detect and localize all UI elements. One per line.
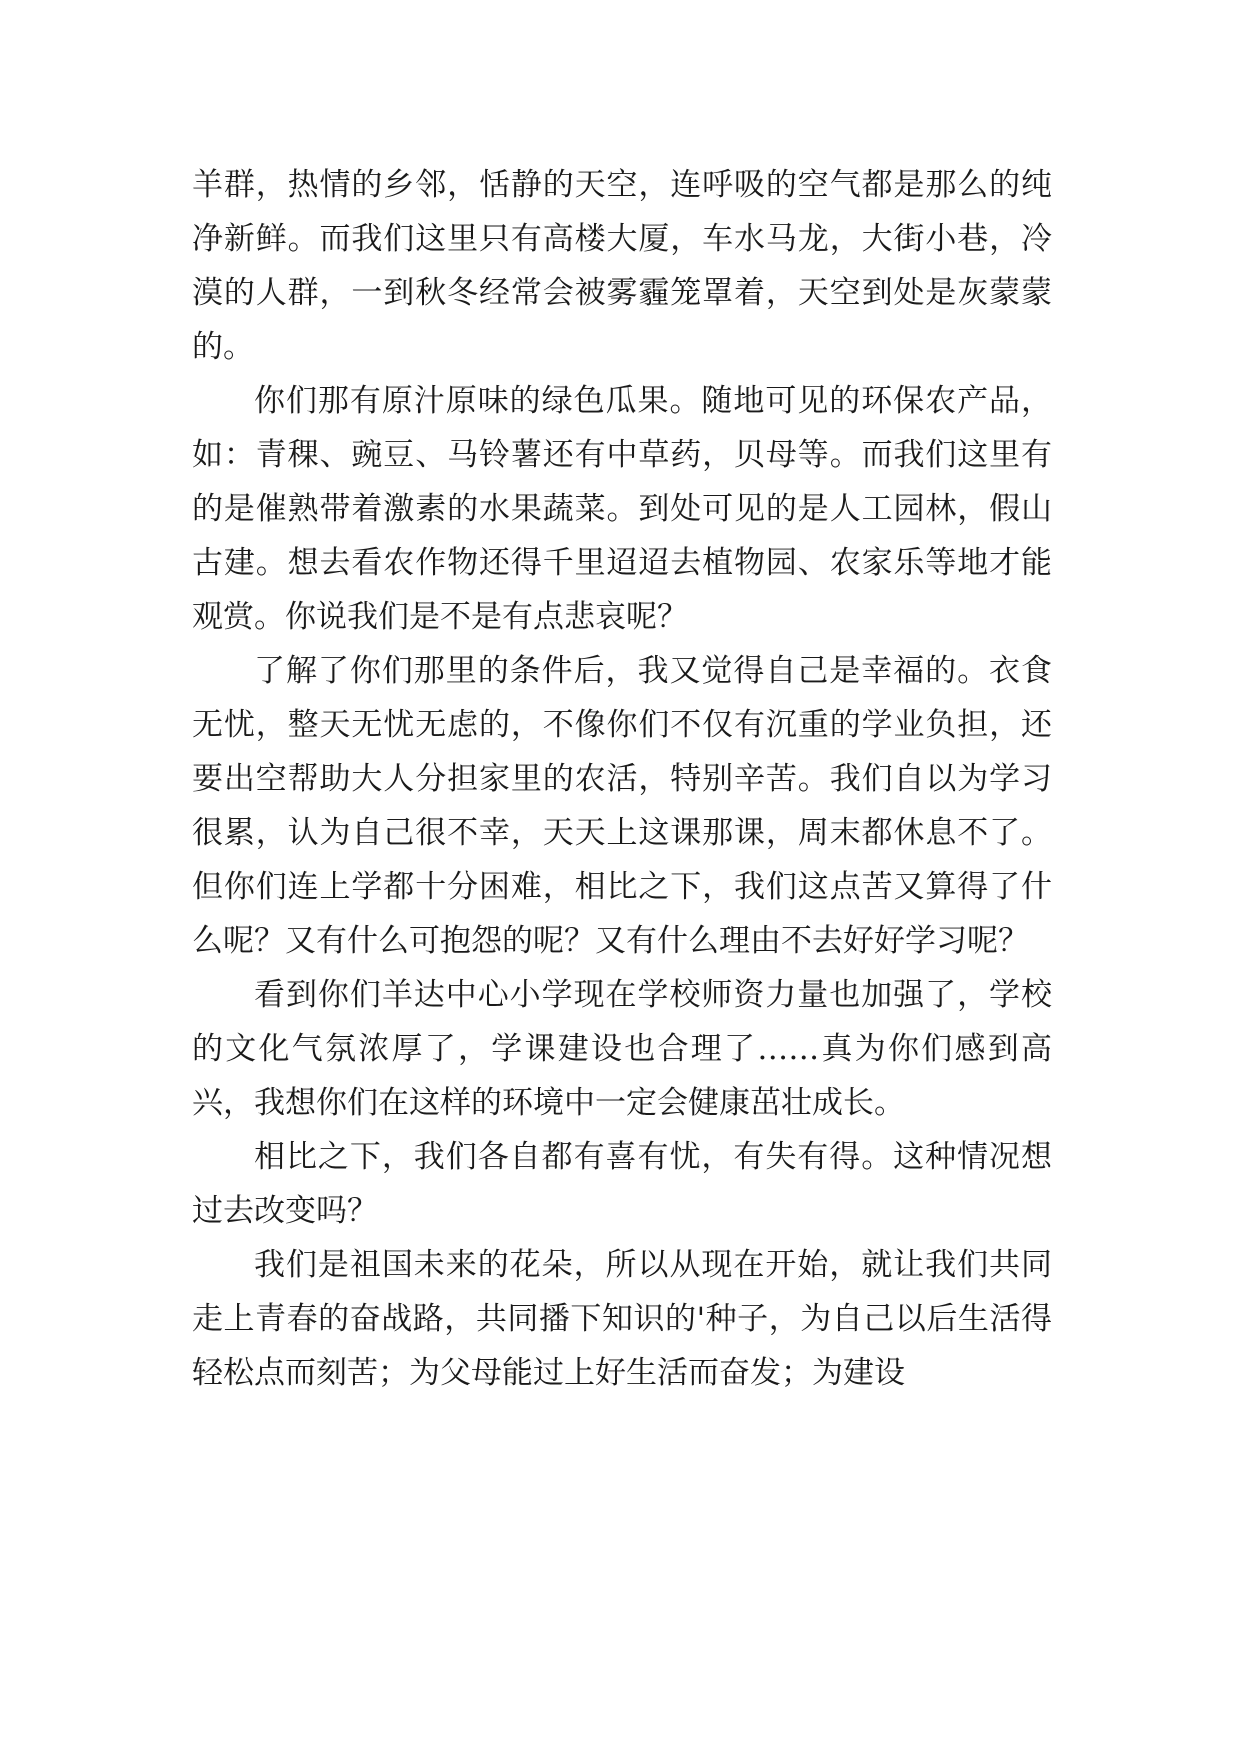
document-body — [192, 158, 1052, 1400]
paragraph-4: 看到你们羊达中心小学现在学校师资力量也加强了，学校的文化气氛浓厚了，学课建设也合理了……真为你们感到高兴，我想你们在这样的环境中一定会健康茁壮成长。 — [192, 977, 1052, 1121]
paragraph-3: 了解了你们那里的条件后，我又觉得自己是幸福的。衣食无忧，整天无忧无虑的，不像你们不仅有沉重的学业负担，还要出空帮助大人分担家里的农活，特别辛苦。我们自以为学习很累，认为自己很不幸，天天上这课那课，周末都休息不了。但你们连上学都十分困难，相比之下，我们这点苦又算得了什么呢？又有什么可抱怨的呢？又有什么理由不去好好学习呢？ — [192, 653, 1052, 959]
paragraph-2: 你们那有原汁原味的绿色瓜果。随地可见的环保农产品，如：青稞、豌豆、马铃薯还有中草药，贝母等。而我们这里有的是催熟带着激素的水果蔬菜。到处可见的是人工园林，假山古建。想去看农作物还得千里迢迢去植物园、农家乐等地才能观赏。你说我们是不是有点悲哀呢？ — [192, 383, 1052, 635]
paragraph-1: 羊群，热情的乡邻，恬静的天空，连呼吸的空气都是那么的纯净新鲜。而我们这里只有高楼大厦，车水马龙，大街小巷，冷漠的人群，一到秋冬经常会被雾霾笼罩着，天空到处是灰蒙蒙的。 — [192, 167, 1052, 365]
paragraph-5: 相比之下，我们各自都有喜有忧，有失有得。这种情况想过去改变吗？ — [192, 1139, 1052, 1229]
paragraph-6: 我们是祖国未来的花朵，所以从现在开始，就让我们共同走上青春的奋战路，共同播下知识的'种子，为自己以后生活得轻松点而刻苦；为父母能过上好生活而奋发；为建设 — [192, 1247, 1052, 1391]
